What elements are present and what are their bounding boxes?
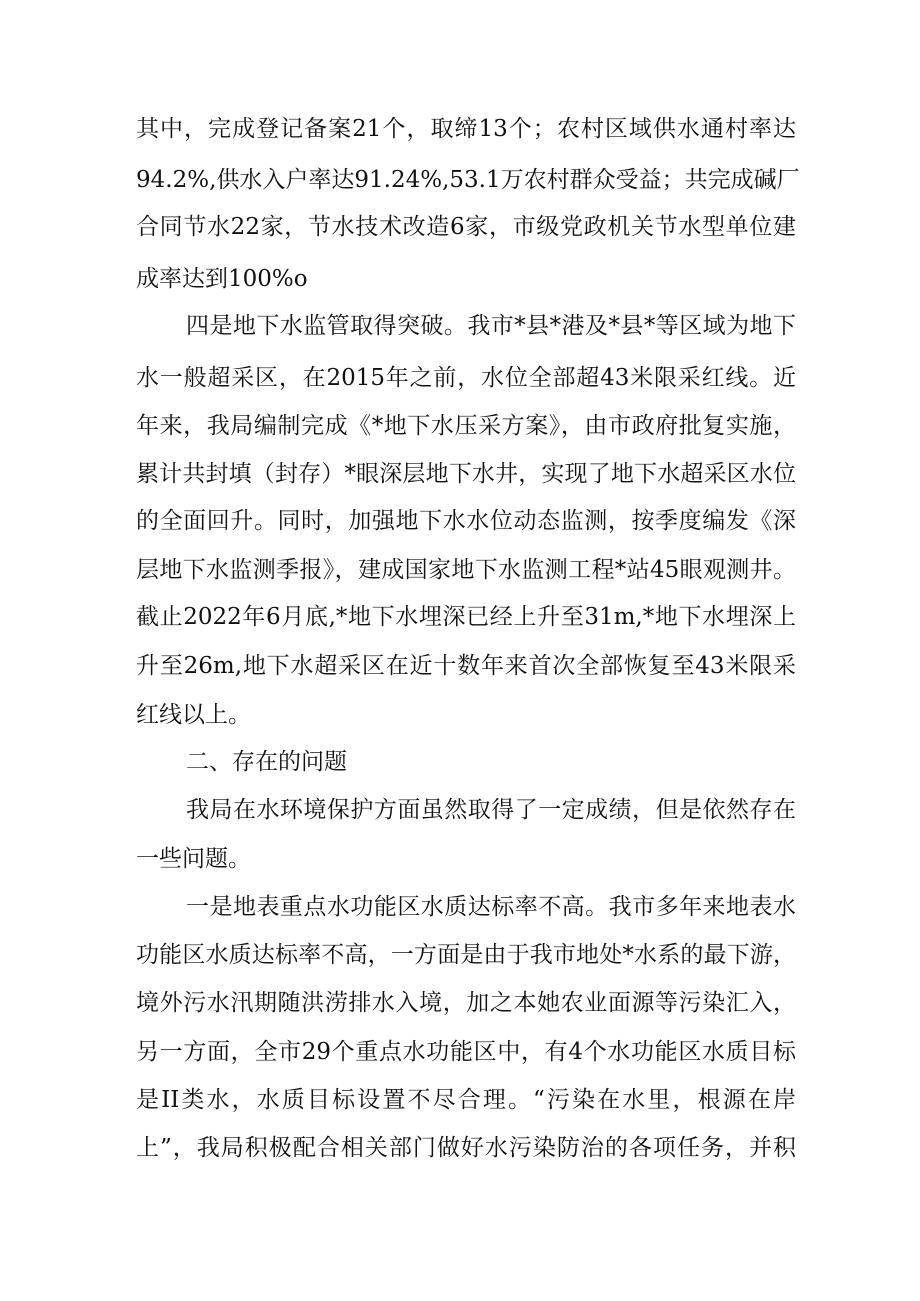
text-line: 水一般超采区，在2015年之前，水位全部超43米限采红线。近 (136, 365, 796, 391)
text-line: 上”，我局积极配合相关部门做好水污染防治的各项任务，并积 (136, 1135, 796, 1161)
text-line: 升至26m,地下水超采区在近十数年来首次全部恢复至43米限采 (136, 653, 796, 679)
paragraph-first-line: 我局在水环境保护方面虽然取得了一定成绩，但是依然存在 (186, 797, 796, 823)
text-line: 累计共封填（封存）*眼深层地下水井，实现了地下水超采区水位 (136, 461, 796, 487)
text-line: 一些问题。 (136, 846, 251, 872)
text-line: 是II类水，水质目标设置不尽合理。“污染在水里，根源在岸 (136, 1087, 796, 1113)
text-line: 94.2%,供水入户率达91.24%,53.1万农村群众受益；共完成碱厂 (136, 167, 800, 193)
section-heading: 二、存在的问题 (186, 749, 347, 775)
text-line: 层地下水监测季报》，建成国家地下水监测工程*站45眼观测井。 (136, 557, 796, 583)
text-line: 合同节水22家，节水技术改造6家，市级党政机关节水型单位建 (136, 214, 796, 240)
paragraph-first-line: 一是地表重点水功能区水质达标率不高。我市多年来地表水 (186, 894, 796, 920)
text-line: 红线以上。 (136, 702, 251, 728)
paragraph-first-line: 四是地下水监管取得突破。我市*县*港及*县*等区域为地下 (186, 313, 796, 339)
text-line: 截止2022年6月底,*地下水埋深已经上升至31m,*地下水埋深上 (136, 604, 796, 630)
text-line: 成率达到100%o (136, 266, 308, 292)
text-line: 境外污水汛期随洪涝排水入境，加之本她农业面源等污染汇入， (136, 990, 796, 1016)
text-line: 功能区水质达标率不高，一方面是由于我市地处*水系的最下游， (136, 942, 796, 968)
text-line: 年来，我局编制完成《*地下水压采方案》，由市政府批复实施， (136, 413, 796, 439)
text-line: 另一方面，全市29个重点水功能区中，有4个水功能区水质目标 (136, 1039, 796, 1065)
text-line: 的全面回升。同时，加强地下水水位动态监测，按季度编发《深 (136, 508, 796, 534)
text-line: 其中，完成登记备案21个，取缔13个；农村区域供水通村率达 (136, 116, 796, 142)
